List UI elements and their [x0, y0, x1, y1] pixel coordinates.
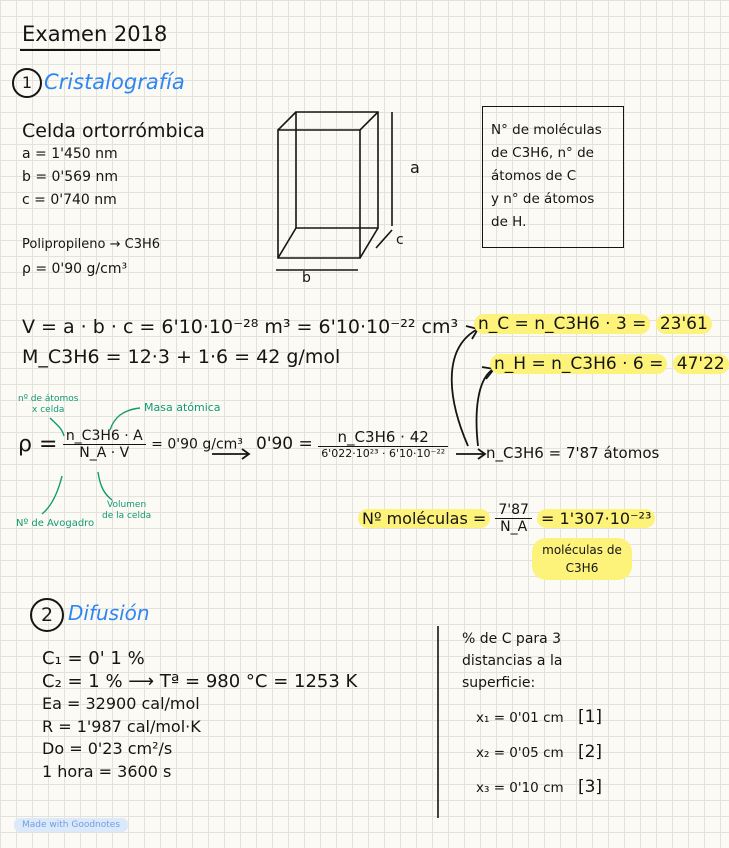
substituted-equation — [256, 428, 448, 460]
section2-title: Difusión — [68, 601, 150, 625]
substituted-denominator: 6'022·10²³ · 6'10·10⁻²² — [321, 447, 446, 460]
diffusion-line: Ea = 32900 cal/mol — [42, 694, 200, 713]
cell-type: Celda ortorrómbica — [22, 120, 205, 142]
density-rhs: = 0'90 g/cm³ — [151, 436, 243, 453]
question-line: átomos de C — [491, 168, 577, 184]
distance-x1-tag: [1] — [577, 707, 603, 727]
distance-x2 — [476, 742, 602, 762]
distance-x2-tag: [2] — [577, 742, 603, 762]
density-numerator: n_C3H6 · A — [63, 428, 146, 445]
molecule-count-result: n_C3H6 = 7'87 átomos — [486, 444, 660, 462]
annotation-line: x celda — [32, 405, 65, 415]
param-b: b = 0'569 nm — [22, 169, 118, 185]
distance-x3 — [476, 777, 602, 797]
diffusion-line: R = 1'987 cal/mol·K — [42, 716, 201, 736]
diffusion-question-line: superficie: — [462, 675, 536, 691]
molecules-denominator: N_A — [500, 519, 528, 535]
hydrogen-atoms-value: 47'22 — [673, 354, 729, 374]
diffusion-line: C₁ = 0' 1 % — [42, 648, 145, 669]
density-denominator: N_A · V — [79, 445, 130, 461]
dim-label-a: a — [410, 158, 420, 177]
question-box — [482, 106, 624, 248]
param-c: c = 0'740 nm — [22, 192, 117, 208]
diffusion-question-line: % de C para 3 — [462, 631, 562, 647]
distance-x1-value: x₁ = 0'01 cm — [476, 710, 564, 726]
annotation-line: de la celda — [102, 511, 152, 521]
carbon-atoms-expression: n_C = n_C3H6 · 3 = — [474, 314, 650, 334]
molecules-unit — [532, 538, 632, 580]
molecules-unit-line: C3H6 — [565, 561, 599, 575]
annotation-cell-volume — [102, 500, 151, 522]
question-line: y n° de átomos — [491, 191, 595, 207]
molecules-unit-line: moléculas de — [542, 543, 622, 557]
molar-mass-equation: M_C3H6 = 12·3 + 1·6 = 42 g/mol — [22, 346, 341, 368]
polymer-formula: Polipropileno → C3H6 — [22, 237, 161, 252]
density-symbol: ρ = — [18, 432, 58, 457]
goodnotes-badge-text: Made with Goodnotes — [22, 820, 121, 830]
molecules-value: = 1'307·10⁻²³ — [537, 509, 655, 528]
distance-x1 — [476, 707, 602, 727]
goodnotes-badge — [14, 818, 128, 832]
diffusion-line: C₂ = 1 % ⟶ Tª = 980 °C = 1253 K — [42, 670, 358, 692]
annotation-avogadro: Nº de Avogadro — [16, 518, 95, 529]
substituted-lhs: 0'90 = — [256, 434, 313, 454]
distance-x3-tag: [3] — [577, 777, 603, 797]
distance-x3-value: x₃ = 0'10 cm — [476, 780, 564, 796]
molecules-fraction — [495, 502, 532, 535]
molecules-equation — [358, 502, 655, 535]
distance-x2-value: x₂ = 0'05 cm — [476, 745, 564, 761]
dim-label-b: b — [302, 270, 311, 286]
substituted-numerator: n_C3H6 · 42 — [318, 428, 448, 447]
density-equation — [18, 428, 243, 461]
dim-label-c: c — [396, 232, 404, 248]
hydrogen-atoms-equation — [490, 354, 729, 374]
volume-equation: V = a · b · c = 6'10·10⁻²⁸ m³ = 6'10·10⁻²² cm³ — [22, 316, 459, 338]
section1-number: 1 — [21, 73, 33, 92]
question-line: N° de moléculas — [491, 122, 602, 138]
question-line: de H. — [491, 214, 527, 230]
question-line: de C3H6, n° de — [491, 145, 594, 161]
molecules-label: Nº moléculas = — [358, 509, 490, 528]
page-title: Examen 2018 — [22, 22, 168, 46]
section1-title: Cristalografía — [44, 70, 185, 94]
hydrogen-atoms-expression: n_H = n_C3H6 · 6 = — [490, 354, 667, 374]
molecules-numerator: 7'87 — [495, 502, 532, 519]
substituted-fraction — [318, 428, 448, 460]
diffusion-data — [42, 648, 357, 783]
annotation-atomic-mass: Masa atómica — [144, 401, 221, 414]
carbon-atoms-value: 23'61 — [656, 314, 712, 334]
carbon-atoms-equation — [474, 314, 712, 334]
diffusion-line: Do = 0'23 cm²/s — [42, 739, 173, 758]
diffusion-question — [462, 628, 562, 694]
density-value: ρ = 0'90 g/cm³ — [22, 261, 128, 277]
annotation-line: Volumen — [107, 500, 147, 510]
section2-number-circle — [30, 598, 64, 632]
annotation-atoms-per-cell — [18, 394, 78, 416]
density-fraction — [63, 428, 146, 461]
section2-number: 2 — [40, 604, 54, 626]
annotation-line: nº de átomos — [18, 394, 79, 404]
diffusion-line: 1 hora = 3600 s — [42, 761, 172, 781]
diffusion-question-line: distancias a la — [462, 653, 563, 669]
param-a: a = 1'450 nm — [22, 146, 118, 162]
